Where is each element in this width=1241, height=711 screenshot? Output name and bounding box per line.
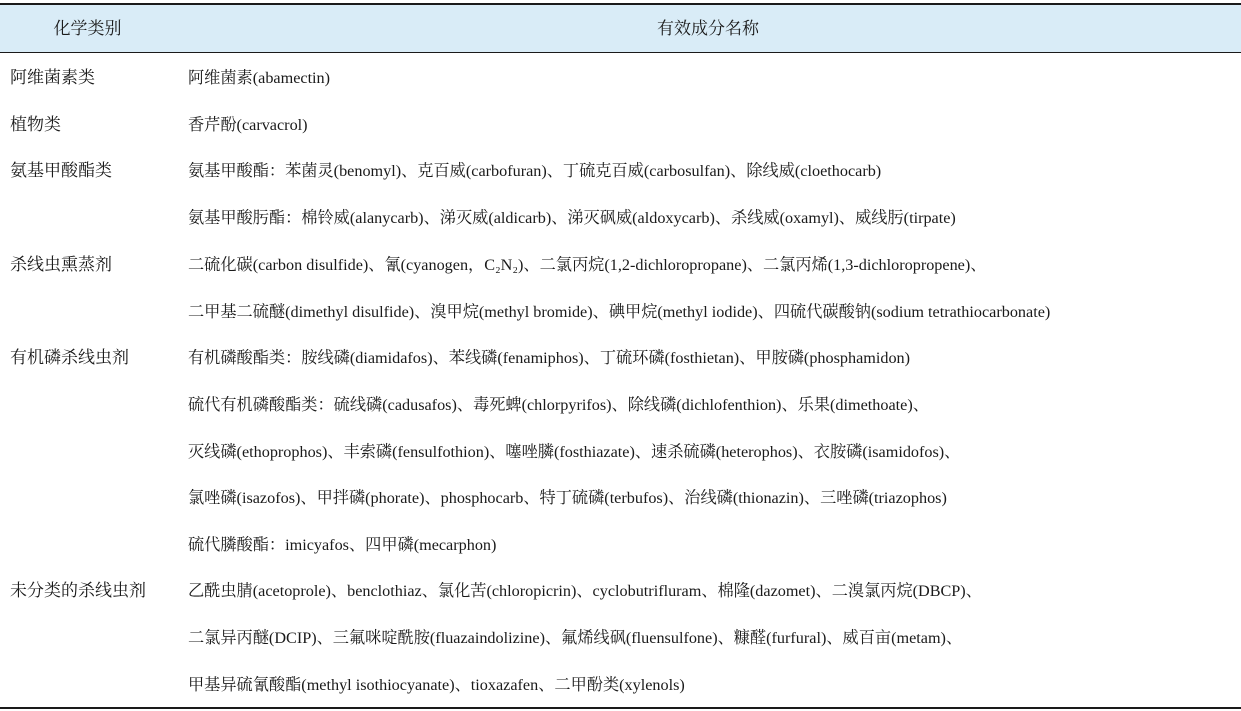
category-cell: 氨基甲酸酯类 bbox=[10, 161, 112, 180]
ingredient-line: 乙酰虫腈(acetoprole)、benclothiaz、氯化苦(chloropicrin)、cyclobutrifluram、棉隆(dazomet)、二溴氯丙烷(DBCP)、 bbox=[188, 582, 982, 600]
category-cell: 植物类 bbox=[10, 115, 61, 134]
ingredient-line: 二氯异丙醚(DCIP)、三氟咪啶酰胺(fluazaindolizine)、氟烯线砜(fluensulfone)、糠醛(furfural)、威百亩(metam)、 bbox=[188, 629, 963, 647]
header-category: 化学类别 bbox=[53, 19, 122, 38]
ingredient-line: 氯唑磷(isazofos)、甲拌磷(phorate)、phosphocarb、特丁硫磷(terbufos)、治线磷(thionazin)、三唑磷(triazophos) bbox=[188, 489, 947, 507]
ingredient-line: 硫代有机磷酸酯类：硫线磷(cadusafos)、毒死蜱(chlorpyrifos)、除线磷(dichlofenthion)、乐果(dimethoate)、 bbox=[188, 396, 929, 414]
ingredient-line: 阿维菌素(abamectin) bbox=[188, 69, 331, 87]
ingredient-line: 香芹酚(carvacrol) bbox=[188, 116, 308, 134]
ingredient-line: 有机磷酸酯类：胺线磷(diamidafos)、苯线磷(fenamiphos)、丁硫环磷(fosthietan)、甲胺磷(phosphamidon) bbox=[188, 349, 911, 367]
header-active-ingredient: 有效成分名称 bbox=[657, 19, 759, 38]
category-cell: 有机磷杀线虫剂 bbox=[10, 348, 129, 367]
table-bottom-rule bbox=[0, 707, 1241, 709]
ingredient-line: 甲基异硫氰酸酯(methyl isothiocyanate)、tioxazafen、二甲酚类(xylenols) bbox=[188, 676, 685, 694]
ingredient-line: 硫代膦酸酯：imicyafos、四甲磷(mecarphon) bbox=[188, 536, 497, 554]
ingredient-line: 灭线磷(ethoprophos)、丰索磷(fensulfothion)、噻唑膦(fosthiazate)、速杀硫磷(heterophos)、衣胺磷(isamidofos)、 bbox=[188, 443, 961, 461]
ingredient-line: 二硫化碳(carbon disulfide)、氰(cyanogen，C₂N₂)、二氯丙烷(1,2-dichloropropane)、二氯丙烯(1,3-dichloropropene)、 bbox=[188, 256, 987, 274]
category-cell: 阿维菌素类 bbox=[10, 68, 95, 87]
ingredient-line: 氨基甲酸酯：苯菌灵(benomyl)、克百威(carbofuran)、丁硫克百威(carbosulfan)、除线威(cloethocarb) bbox=[188, 162, 882, 180]
table-header-rule bbox=[0, 52, 1241, 53]
category-cell: 未分类的杀线虫剂 bbox=[10, 581, 146, 600]
ingredient-line: 二甲基二硫醚(dimethyl disulfide)、溴甲烷(methyl bromide)、碘甲烷(methyl iodide)、四硫代碳酸钠(sodium tetrathiocarbonate) bbox=[188, 303, 1051, 321]
ingredient-line: 氨基甲酸肟酯：棉铃威(alanycarb)、涕灭威(aldicarb)、涕灭砜威(aldoxycarb)、杀线威(oxamyl)、威线肟(tirpate) bbox=[188, 209, 956, 227]
category-cell: 杀线虫熏蒸剂 bbox=[10, 255, 112, 274]
